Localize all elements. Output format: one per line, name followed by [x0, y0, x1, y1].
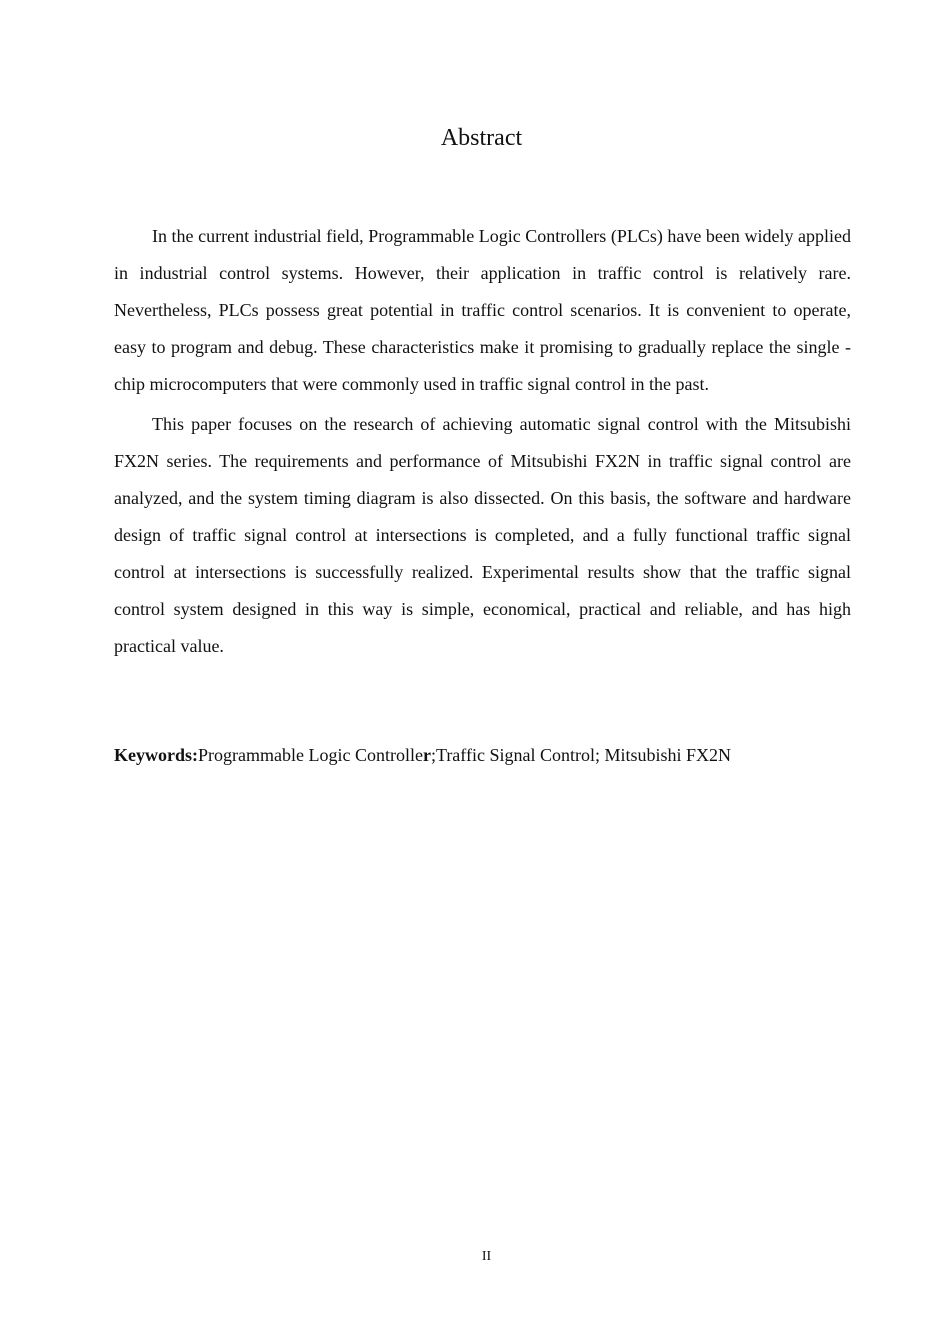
abstract-paragraph-2: This paper focuses on the research of achieving automatic signal control with the Mitsubishi FX2N series. The requirements and performance of Mitsubishi FX2N in traffic signal control are analyzed, and the system timing diagram is also dissected. On this basis, the software and hardware design of traffic signal control at intersections is completed, and a fully functional traffic signal control at intersections is successfully realized. Experimental results show that the traffic signal control system designed in this way is simple, economical, practical and reliable, and has high practical value.: [114, 414, 851, 656]
abstract-paragraph-1: In the current industrial field, Programmable Logic Controllers (PLCs) have been widely applied in industrial control systems. However, their application in traffic control is relatively rare. Nevertheless, PLCs possess great potential in traffic control scenarios. It is convenient to operate, easy to program and debug. These characteristics make it promising to gradually replace the single - chip microcomputers that were commonly used in traffic signal control in the past.: [114, 226, 851, 394]
keywords-text-part1: Programmable Logic Controlle: [198, 745, 423, 765]
abstract-title: Abstract: [440, 125, 523, 151]
keywords-text-part2: ;Traffic Signal Control; Mitsubishi FX2N: [430, 745, 731, 765]
abstract-body: [114, 218, 851, 665]
keywords-bold-char: r: [422, 745, 431, 765]
page-number: II: [481, 1249, 492, 1264]
keywords-line: [114, 742, 731, 768]
keywords-label: Keywords:: [114, 745, 198, 765]
